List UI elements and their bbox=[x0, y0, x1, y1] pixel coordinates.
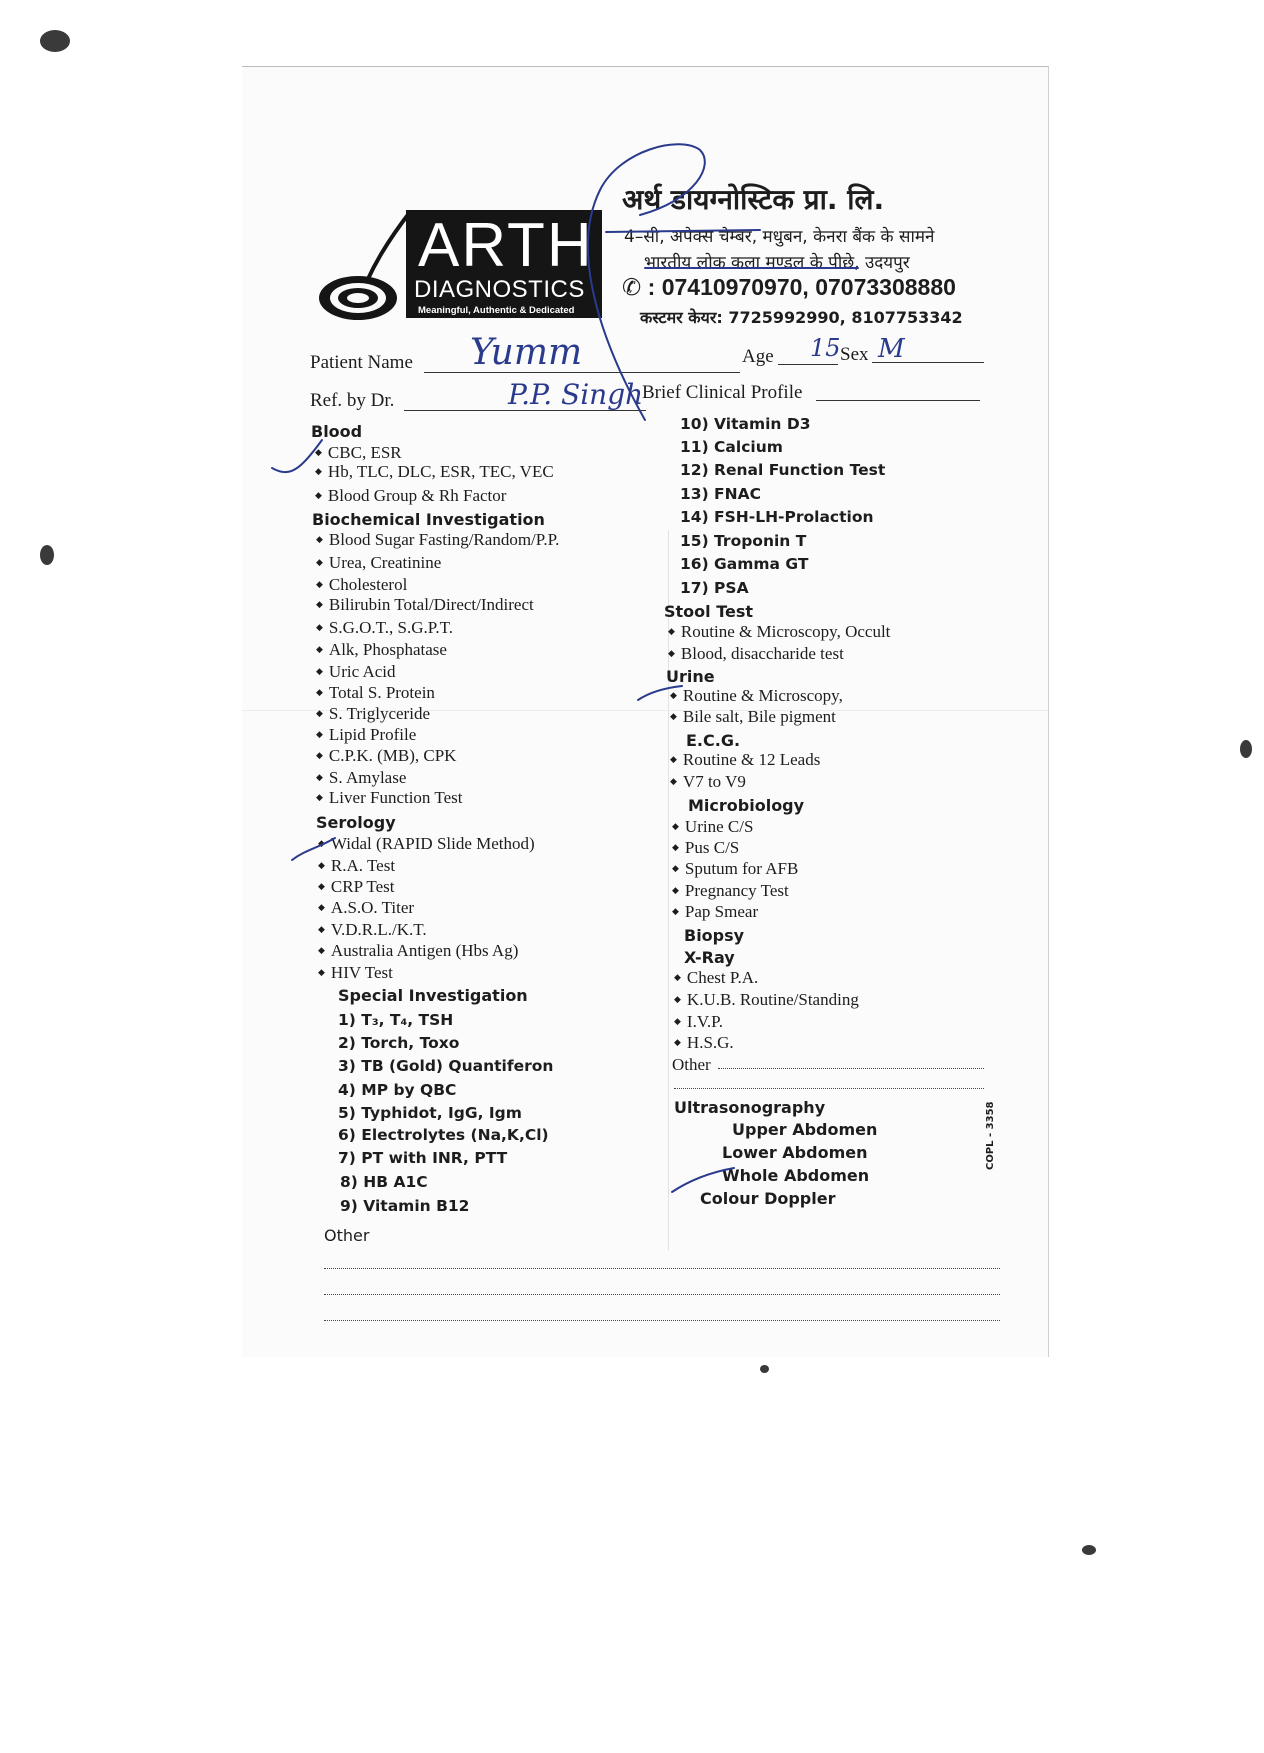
test-blood-sugar[interactable]: ◆ Blood Sugar Fasting/Random/P.P. bbox=[316, 530, 559, 550]
test-bile-salt[interactable]: ◆ Bile salt, Bile pigment bbox=[670, 707, 836, 727]
age-line bbox=[778, 364, 838, 365]
logo bbox=[406, 210, 602, 318]
form-code: COPL - 3358 bbox=[985, 1101, 996, 1170]
other-line[interactable] bbox=[324, 1294, 1000, 1295]
test-hsg[interactable]: ◆ H.S.G. bbox=[674, 1033, 734, 1053]
ref-dr-value[interactable]: P.P. Singh bbox=[508, 378, 644, 411]
section-xray: X-Ray bbox=[684, 948, 735, 967]
test-rft[interactable]: 12) Renal Function Test bbox=[680, 461, 886, 479]
customer-care: कस्टमर केयर: 7725992990, 8107753342 bbox=[640, 308, 963, 327]
address-line-2: भारतीय लोक कला मण्डल के पीछे, उदयपुर bbox=[644, 253, 910, 273]
ink-stain bbox=[40, 30, 70, 52]
logo-tagline: Meaningful, Authentic & Dedicated bbox=[418, 305, 575, 316]
test-ra[interactable]: ◆ R.A. Test bbox=[318, 856, 395, 876]
right-other-line[interactable] bbox=[674, 1088, 984, 1089]
test-vdrl[interactable]: ◆ V.D.R.L./K.T. bbox=[318, 920, 427, 940]
right-other-line[interactable] bbox=[718, 1068, 984, 1069]
patient-name-value[interactable]: Yumm bbox=[470, 332, 583, 373]
ink-stain bbox=[40, 545, 54, 565]
test-aso[interactable]: ◆ A.S.O. Titer bbox=[318, 898, 414, 918]
test-cbc-esr[interactable]: ◆ CBC, ESR bbox=[315, 443, 402, 463]
company-name: अर्थ डायग्नोस्टिक प्रा. लि. bbox=[622, 183, 885, 216]
test-special-3[interactable]: 3) TB (Gold) Quantiferon bbox=[338, 1057, 554, 1075]
section-microbiology: Microbiology bbox=[688, 796, 805, 815]
right-other-label: Other bbox=[672, 1055, 711, 1074]
test-triglyceride[interactable]: ◆ S. Triglyceride bbox=[316, 704, 430, 724]
test-hb-tlc[interactable]: ◆ Hb, TLC, DLC, ESR, TEC, VEC bbox=[315, 462, 554, 482]
test-cpk[interactable]: ◆ C.P.K. (MB), CPK bbox=[316, 746, 456, 766]
ink-stain bbox=[1082, 1545, 1096, 1555]
logo-main: ARTH bbox=[418, 211, 594, 280]
ink-stain bbox=[760, 1365, 769, 1373]
test-alk-phosphatase[interactable]: ◆ Alk, Phosphatase bbox=[316, 640, 447, 660]
age-value[interactable]: 15 bbox=[810, 334, 841, 362]
other-label: Other bbox=[324, 1226, 370, 1245]
section-blood: Blood bbox=[311, 422, 363, 441]
test-chest-pa[interactable]: ◆ Chest P.A. bbox=[674, 968, 758, 988]
test-fsh-lh[interactable]: 14) FSH-LH-Prolaction bbox=[680, 508, 874, 526]
test-kub[interactable]: ◆ K.U.B. Routine/Standing bbox=[674, 990, 859, 1010]
test-bilirubin[interactable]: ◆ Bilirubin Total/Direct/Indirect bbox=[316, 595, 534, 615]
test-stool-blood[interactable]: ◆ Blood, disaccharide test bbox=[668, 644, 844, 664]
section-urine: Urine bbox=[666, 667, 715, 686]
test-lipid-profile[interactable]: ◆ Lipid Profile bbox=[316, 725, 416, 745]
test-pus-cs[interactable]: ◆ Pus C/S bbox=[672, 838, 739, 858]
test-upper-abdomen[interactable]: Upper Abdomen bbox=[732, 1120, 878, 1139]
test-v7-v9[interactable]: ◆ V7 to V9 bbox=[670, 772, 746, 792]
test-pregnancy[interactable]: ◆ Pregnancy Test bbox=[672, 881, 789, 901]
test-ecg-routine[interactable]: ◆ Routine & 12 Leads bbox=[670, 750, 820, 770]
test-lft[interactable]: ◆ Liver Function Test bbox=[316, 788, 462, 808]
test-uric-acid[interactable]: ◆ Uric Acid bbox=[316, 662, 396, 682]
test-psa[interactable]: 17) PSA bbox=[680, 579, 749, 597]
test-sputum[interactable]: ◆ Sputum for AFB bbox=[672, 859, 798, 879]
test-gamma-gt[interactable]: 16) Gamma GT bbox=[680, 555, 809, 573]
clinical-profile-line bbox=[816, 400, 980, 401]
test-special-7[interactable]: 7) PT with INR, PTT bbox=[338, 1149, 508, 1167]
logo-sub: DIAGNOSTICS bbox=[414, 276, 585, 303]
ref-dr-label: Ref. by Dr. bbox=[310, 390, 395, 411]
other-line[interactable] bbox=[324, 1320, 1000, 1321]
section-serology: Serology bbox=[316, 813, 396, 832]
sex-label: Sex bbox=[840, 344, 869, 365]
test-amylase[interactable]: ◆ S. Amylase bbox=[316, 768, 406, 788]
test-special-6[interactable]: 6) Electrolytes (Na,K,Cl) bbox=[338, 1126, 549, 1144]
phone-numbers: ✆ : 07410970970, 07073308880 bbox=[622, 274, 956, 300]
test-vitamin-d3[interactable]: 10) Vitamin D3 bbox=[680, 415, 811, 433]
age-label: Age bbox=[742, 346, 774, 367]
section-ultrasonography: Ultrasonography bbox=[674, 1098, 826, 1117]
section-biopsy[interactable]: Biopsy bbox=[684, 926, 745, 945]
section-ecg: E.C.G. bbox=[686, 731, 741, 750]
test-special-9[interactable]: 9) Vitamin B12 bbox=[340, 1197, 470, 1215]
test-stool-routine[interactable]: ◆ Routine & Microscopy, Occult bbox=[668, 622, 890, 642]
logo-target-icon bbox=[318, 270, 400, 322]
test-ivp[interactable]: ◆ I.V.P. bbox=[674, 1012, 723, 1032]
address-line-1: 4–सी, अपेक्स चेम्बर, मधुबन, केनरा बैंक के सामने bbox=[624, 227, 935, 247]
test-widal[interactable]: ◆ Widal (RAPID Slide Method) bbox=[318, 834, 535, 854]
ink-stain bbox=[1240, 740, 1252, 758]
test-special-2[interactable]: 2) Torch, Toxo bbox=[338, 1034, 460, 1052]
test-blood-group[interactable]: ◆ Blood Group & Rh Factor bbox=[315, 486, 506, 506]
test-pap-smear[interactable]: ◆ Pap Smear bbox=[672, 902, 758, 922]
clinical-profile-label: Brief Clinical Profile bbox=[642, 382, 803, 403]
test-whole-abdomen[interactable]: Whole Abdomen bbox=[722, 1166, 870, 1185]
test-special-5[interactable]: 5) Typhidot, IgG, Igm bbox=[338, 1104, 522, 1122]
section-biochemical: Biochemical Investigation bbox=[312, 510, 545, 529]
test-urea[interactable]: ◆ Urea, Creatinine bbox=[316, 553, 441, 573]
sex-value[interactable]: M bbox=[878, 334, 905, 364]
test-special-1[interactable]: 1) T₃, T₄, TSH bbox=[338, 1011, 454, 1029]
test-urine-routine[interactable]: ◆ Routine & Microscopy, bbox=[670, 686, 843, 706]
other-line[interactable] bbox=[324, 1268, 1000, 1269]
test-special-4[interactable]: 4) MP by QBC bbox=[338, 1081, 457, 1099]
test-cholesterol[interactable]: ◆ Cholesterol bbox=[316, 575, 407, 595]
test-fnac[interactable]: 13) FNAC bbox=[680, 485, 761, 503]
test-troponin[interactable]: 15) Troponin T bbox=[680, 532, 807, 550]
section-special: Special Investigation bbox=[338, 986, 528, 1005]
test-sgot[interactable]: ◆ S.G.O.T., S.G.P.T. bbox=[316, 618, 453, 638]
test-calcium[interactable]: 11) Calcium bbox=[680, 438, 783, 456]
test-urine-cs[interactable]: ◆ Urine C/S bbox=[672, 817, 753, 837]
test-special-8[interactable]: 8) HB A1C bbox=[340, 1173, 428, 1191]
section-stool: Stool Test bbox=[664, 602, 754, 621]
test-crp[interactable]: ◆ CRP Test bbox=[318, 877, 394, 897]
test-hiv[interactable]: ◆ HIV Test bbox=[318, 963, 393, 983]
test-lower-abdomen[interactable]: Lower Abdomen bbox=[722, 1143, 868, 1162]
test-australia-antigen[interactable]: ◆ Australia Antigen (Hbs Ag) bbox=[318, 941, 518, 961]
test-colour-doppler[interactable]: Colour Doppler bbox=[700, 1189, 836, 1208]
test-total-protein[interactable]: ◆ Total S. Protein bbox=[316, 683, 435, 703]
patient-name-label: Patient Name bbox=[310, 352, 413, 373]
